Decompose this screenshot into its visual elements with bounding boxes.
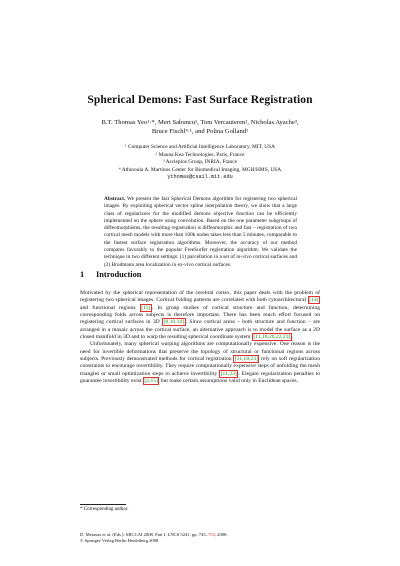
body-text — [80, 290, 320, 385]
citation-link[interactable]: [11] — [141, 304, 151, 311]
abstract — [104, 196, 297, 269]
footnote: * Corresponding author. — [80, 507, 129, 512]
paragraph — [80, 341, 320, 385]
affiliation: ² Mauna Kea Technologies, Paris, France — [155, 151, 245, 158]
email[interactable]: ythomas@csail.mit.edu — [167, 174, 233, 181]
section-heading — [80, 270, 141, 279]
paragraph-text: . — [291, 334, 294, 341]
paragraph-text: . Since cortical areas – both structure and function – are arranged in a mosaic across the cortical surface, an alternative approach is to model the surface as a 2D closed manifold in 3D and to warp the resulting spherical coordinate system — [80, 319, 320, 341]
paragraph-text: rely on soft regularization constraints to encourage invertibility. They require computationally expensive steps of unfolding the mesh triangles or small optimization steps to achieve invertibility — [80, 356, 321, 377]
author-line: Bruce Fischl⁴·¹, and Polina Golland¹ — [151, 128, 249, 135]
section-number: 1 — [80, 270, 85, 279]
affiliation: ¹ Computer Science and Artificial Intelligence Laboratory, MIT, USA — [125, 144, 275, 150]
affiliation-list — [40, 144, 360, 182]
paragraph — [80, 290, 320, 341]
citation-link[interactable]: [2,15] — [144, 378, 158, 385]
paragraph-text: Motivated by the spherical representation of the cerebral cortex, this paper deals with the problem of registering two spherical images. Cortical folding patterns are correlated with both cytoarchitectural — [80, 290, 320, 304]
paragraph-text: but make certain assumptions valid only in Euclidean spaces. — [159, 378, 299, 385]
abstract-text: We present the fast Spherical Demons algorithm for registering two spherical images. By exploiting spherical vector spline interpolation theory, we show that a large class of regularizors for the modified demons objective function can be efficiently implemented on the sphere using convolution. Based on the one parameter subgroups of diffeomorphisms, the resulting registration is diffeomorphic and fast – registration of two cortical mesh models with more than 100k nodes takes less than 5 minutes, comparable to the fastest surface registration algorithms. Moreover, the accuracy of our method compares favorably to the popular FreeSurfer registration algorithm. We validate the technique in two different settings: (1) parcellation in a set of in-vivo cortical surfaces and (2) Brodmann area localization in ex-vivo cortical surfaces. — [104, 196, 297, 268]
author-list — [40, 118, 360, 136]
citation-link[interactable]: [11,18,20,22,23] — [253, 334, 291, 341]
paragraph-text: . In group studies of cortical structure and function, determining corresponding folds across subjects is therefore important. There has been much effort focused on registering cortical surfaces in 3D — [80, 304, 320, 326]
page-range-end[interactable]: 753 — [207, 532, 215, 537]
paper-title: Spherical Demons: Fast Surface Registration — [87, 94, 313, 106]
copyright: © Springer-Verlag Berlin Heidelberg 2008 — [80, 538, 159, 544]
paragraph-text: Unfortunately, many spherical warping algorithms are computationally expensive. One reason is the need for invertible deformations that preserve the topology of structural or functional regions across subjects. Previously demonstrated methods for cortical registration — [80, 341, 320, 363]
footnote-rule — [80, 504, 126, 505]
section-title: Introduction — [96, 270, 142, 279]
publication-text: D. Metaxas et al. (Eds.): MICCAI 2008, Part I, LNCS 5241, pp. 745– — [80, 532, 208, 537]
citation-link[interactable]: [11,18,23] — [234, 356, 258, 363]
publication-info — [80, 532, 320, 545]
paragraph-text: . Elegant regularization penalties to guarantee invertibility exist — [80, 370, 320, 385]
citation-link[interactable]: [14] — [309, 297, 319, 304]
affiliation: ³ Asclepios Group, INRIA, France — [162, 159, 238, 166]
abstract-label: Abstract. — [104, 196, 126, 202]
paragraph-text: and functional regions — [80, 304, 140, 311]
affiliation: ⁴ Athinoula A. Martinos Center for Biomedical Imaging, MGH/HMS, USA — [118, 166, 282, 173]
author-line: B.T. Thomas Yeo¹·*, Mert Sabuncu¹, Tom Vercauteren², Nicholas Ayache³, — [101, 119, 299, 126]
publication-text: , 2008. — [214, 532, 228, 537]
citation-link[interactable]: [8,10,14] — [163, 319, 185, 326]
citation-link[interactable]: [11,23] — [220, 370, 237, 377]
